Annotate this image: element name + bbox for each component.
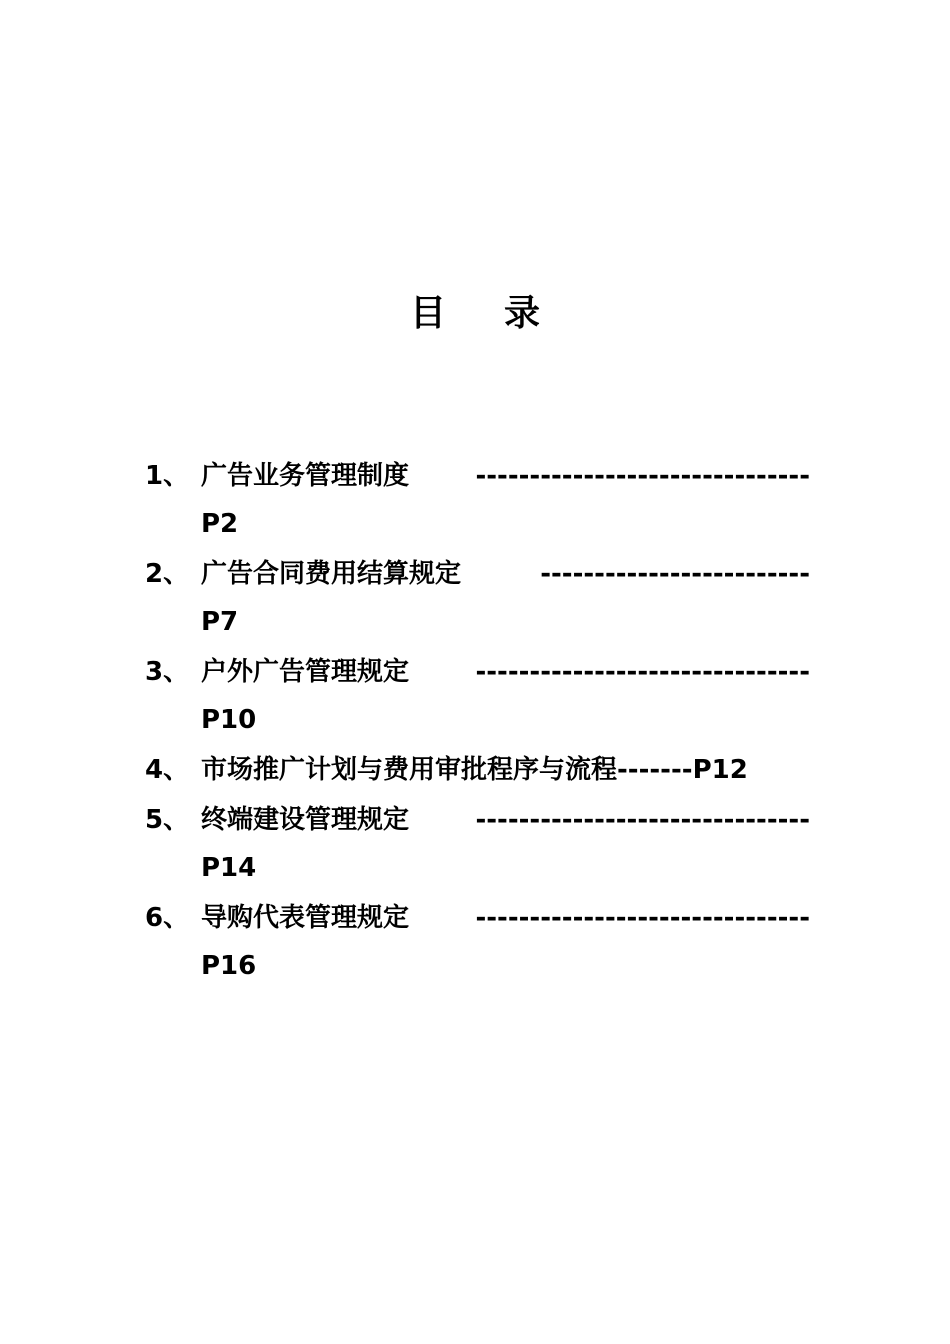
toc-entry-page: P7 [201,607,239,637]
title-char-2: 录 [504,293,541,334]
toc-leader-dashes: ------------------------- [540,559,810,589]
toc-entry-page: P10 [201,705,257,735]
toc-entry-1 [145,452,810,548]
toc-entry-page: P2 [201,509,239,539]
toc-entry-number: 2、 [145,559,190,589]
title-char-1: 目 [409,293,446,334]
toc-entry-page: P14 [201,853,257,883]
toc-leader-dashes: ------- [617,755,693,785]
toc-entry-page: P16 [201,951,257,981]
toc-leader-dashes: ------------------------------- [475,805,810,835]
toc-leader-dashes: ------------------------------- [475,657,810,687]
toc-entry-number: 6、 [145,903,190,933]
toc-entry-title: 市场推广计划与费用审批程序与流程 [201,755,618,785]
toc-leader-dashes: ------------------------------- [475,461,810,491]
toc-entry-title: 广告业务管理制度 [201,461,410,491]
table-of-contents [145,452,810,992]
toc-entry-title: 导购代表管理规定 [201,903,410,933]
toc-entry-number: 4、 [145,755,190,785]
toc-entry-number: 5、 [145,805,190,835]
toc-entry-title: 终端建设管理规定 [201,805,410,835]
toc-entry-title: 户外广告管理规定 [201,657,410,687]
toc-entry-6 [145,894,810,990]
toc-entry-5 [145,796,810,892]
toc-entry-number: 3、 [145,657,190,687]
toc-entry-number: 1、 [145,461,190,491]
toc-entry-page: P12 [692,755,748,785]
toc-entry-3 [145,648,810,744]
toc-entry-2 [145,550,810,646]
page-title [0,290,950,338]
toc-entry-4 [145,746,810,794]
toc-entry-title: 广告合同费用结算规定 [201,559,462,589]
toc-leader-dashes: ------------------------------- [475,903,810,933]
